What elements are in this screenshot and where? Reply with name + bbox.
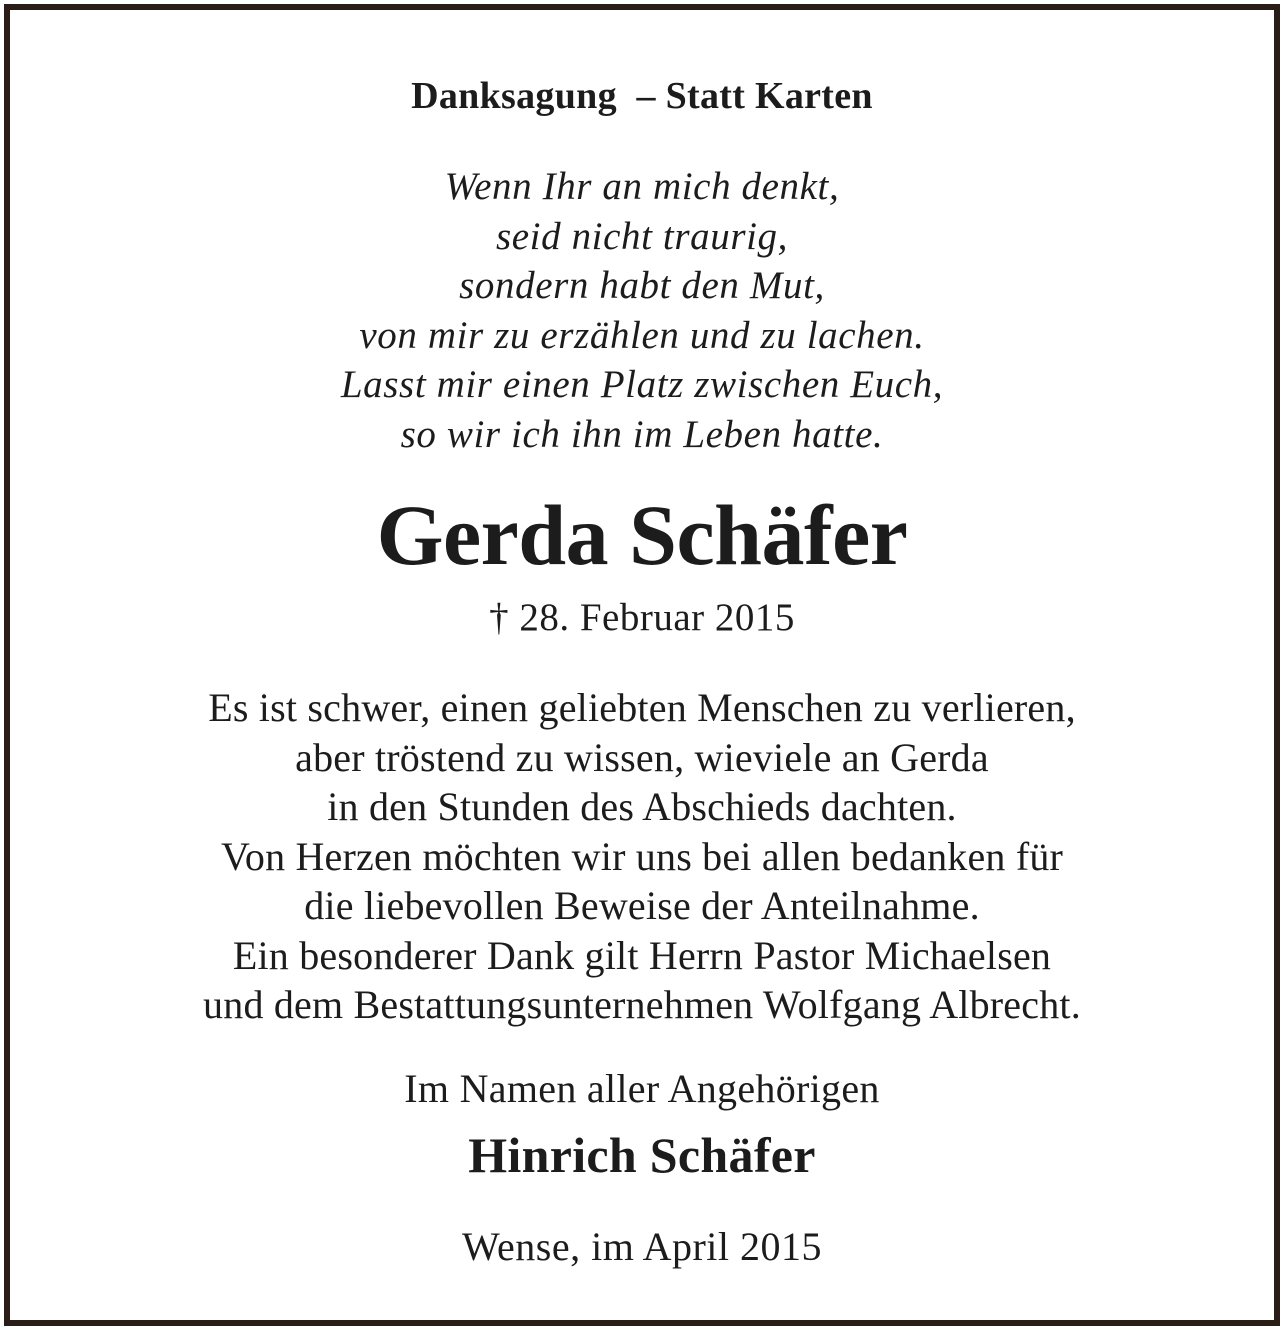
body-line: in den Stunden des Abschieds dachten. [327,784,957,829]
poem [10,162,1274,459]
poem-line: seid nicht traurig, [496,214,788,258]
notice-header: Danksagung – Statt Karten [411,75,873,117]
poem-line: so wir ich ihn im Leben hatte. [400,412,884,456]
body-text [10,683,1274,1030]
poem-line: von mir zu erzählen und zu lachen. [359,313,925,357]
notice-frame [4,4,1280,1326]
body-line: Von Herzen möchten wir uns bei allen bedanken für [220,833,1064,879]
body-line: Es ist schwer, einen geliebten Menschen zu verlieren, [208,685,1076,730]
death-date: † 28. Februar 2015 [489,596,795,639]
poem-line: Lasst mir einen Platz zwischen Euch, [340,363,944,406]
place-date: Wense, im April 2015 [461,1224,823,1269]
body-line: Ein besonderer Dank gilt Herrn Pastor Michaelsen [232,932,1052,978]
notice-content [10,10,1274,1320]
signer-name: Hinrich Schäfer [468,1127,816,1183]
deceased-name: Gerda Schäfer [376,487,908,583]
poem-line: sondern habt den Mut, [459,264,825,307]
poem-line: Wenn Ihr an mich denkt, [444,165,840,208]
body-line: aber tröstend zu wissen, wieviele an Gerda [295,734,989,780]
body-line: und dem Bestattungsunternehmen Wolfgang Albrecht. [203,982,1081,1027]
body-line: die liebevollen Beweise der Anteilnahme. [304,883,980,928]
on-behalf-line: Im Namen aller Angehörigen [404,1066,880,1111]
